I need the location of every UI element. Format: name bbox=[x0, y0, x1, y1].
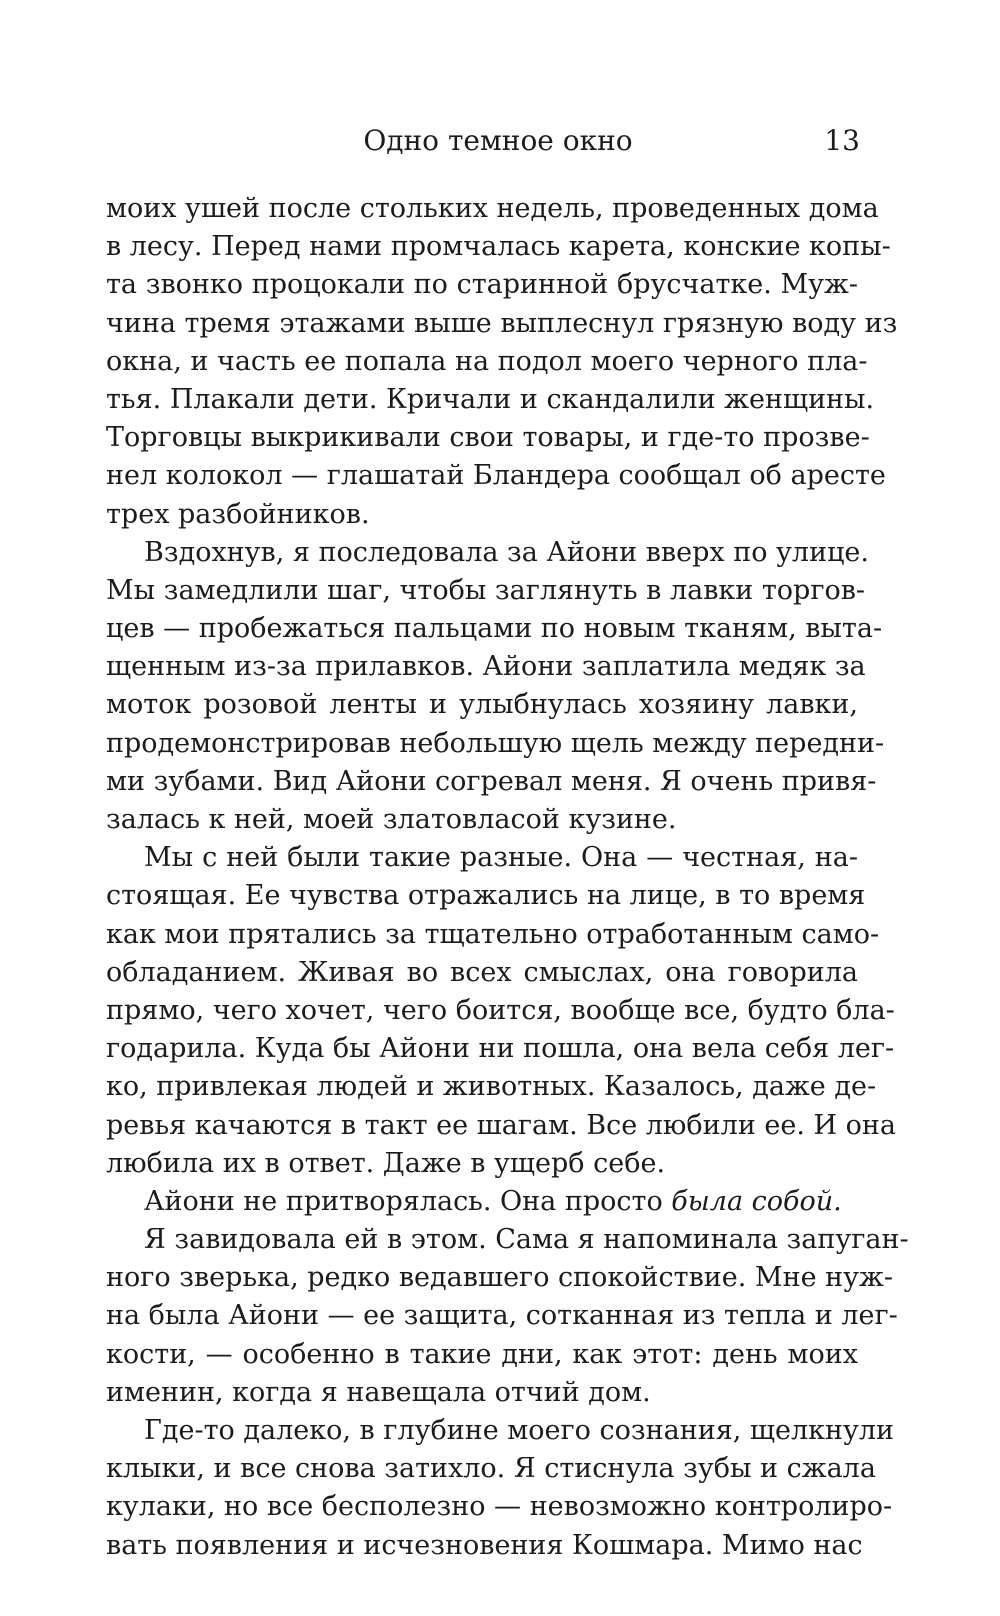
text-line: обладанием. Живая во всех смыслах, она говорила bbox=[106, 956, 858, 988]
text-line: цев — пробежаться пальцами по новым тканям, выта- bbox=[106, 613, 883, 645]
text-line: моих ушей после стольких недель, проведенных дома bbox=[106, 193, 879, 224]
paragraph-start-line bbox=[106, 1183, 858, 1221]
body-text bbox=[106, 190, 909, 1565]
italic-phrase: была собой. bbox=[671, 1185, 842, 1217]
running-title: Одно темное окно bbox=[363, 124, 633, 157]
text-line: щенным из-за прилавков. Айони заплатила медяк за bbox=[106, 651, 866, 683]
text-line: стоящая. Ее чувства отражались на лице, в то время bbox=[106, 880, 866, 912]
paragraph-start-line: Вздохнув, я последовала за Айони вверх по улице. bbox=[144, 536, 869, 568]
text-line: вать появления и исчезновения Кошмара. Мимо нас bbox=[106, 1529, 863, 1561]
text-line: кулаки, но все бесполезно — невозможно контролиро- bbox=[106, 1491, 893, 1523]
paragraph-start-line: Мы с ней были такие разные. Она — честная, на- bbox=[144, 842, 858, 874]
text-line: клыки, и все снова затихло. Я стиснула зубы и сжала bbox=[106, 1453, 876, 1485]
text-line: ревья качаются в такт ее шагам. Все любили ее. И она bbox=[106, 1109, 897, 1141]
text-line: как мои прятались за тщательно отработанным само- bbox=[106, 918, 880, 950]
text-line: Мы замедлили шаг, чтобы заглянуть в лавки торгов- bbox=[106, 574, 866, 606]
text-line: на была Айони — ее защита, сотканная из тепла и лег- bbox=[106, 1300, 898, 1332]
text-line: в лесу. Перед нами промчалась карета, конские копы- bbox=[106, 231, 891, 263]
text-line: Торговцы выкрикивали свои товары, и где-то прозве- bbox=[106, 422, 870, 454]
text-line: моток розовой ленты и улыбнулась хозяину лавки, bbox=[106, 689, 858, 721]
page-number: 13 bbox=[824, 124, 860, 157]
text-line: любила их в ответ. Даже в ущерб себе. bbox=[106, 1147, 666, 1179]
text-line: трех разбойников. bbox=[106, 498, 370, 530]
text-line: чина тремя этажами выше выплеснул грязную воду из bbox=[106, 307, 898, 339]
text-segment: Айони не притворялась. Она просто bbox=[144, 1185, 672, 1217]
text-line: продемонстрировав небольшую щель между передни- bbox=[106, 727, 885, 759]
text-line: прямо, чего хочет, чего боится, вообще все, будто бла- bbox=[106, 994, 895, 1026]
text-line: тья. Плакали дети. Кричали и скандалили женщины. bbox=[106, 383, 875, 415]
text-line: ко, привлекая людей и животных. Казалось, даже де- bbox=[106, 1071, 877, 1103]
paragraph-start-line: Я завидовала ей в этом. Сама я напоминала запуган- bbox=[144, 1224, 909, 1256]
text-line: ми зубами. Вид Айони согревал меня. Я очень привя- bbox=[106, 765, 877, 797]
text-line: залась к ней, моей златовласой кузине. bbox=[106, 804, 677, 835]
text-line: ного зверька, редко ведавшего спокойствие. Мне нуж- bbox=[106, 1262, 893, 1294]
text-line: кости, — особенно в такие дни, как этот: день моих bbox=[106, 1338, 858, 1370]
text-line: та звонко процокали по старинной брусчатке. Муж- bbox=[106, 269, 858, 301]
paragraph-start-line: Где-то далеко, в глубине моего сознания, щелкнули bbox=[144, 1415, 895, 1446]
text-line: именин, когда я навещала отчий дом. bbox=[106, 1376, 651, 1408]
text-line: годарила. Куда бы Айони ни пошла, она вела себя лег- bbox=[106, 1033, 895, 1065]
text-line: нел колокол — глашатай Бландера сообщал об аресте bbox=[106, 460, 886, 492]
text-line: окна, и часть ее попала на подол моего черного пла- bbox=[106, 345, 868, 377]
